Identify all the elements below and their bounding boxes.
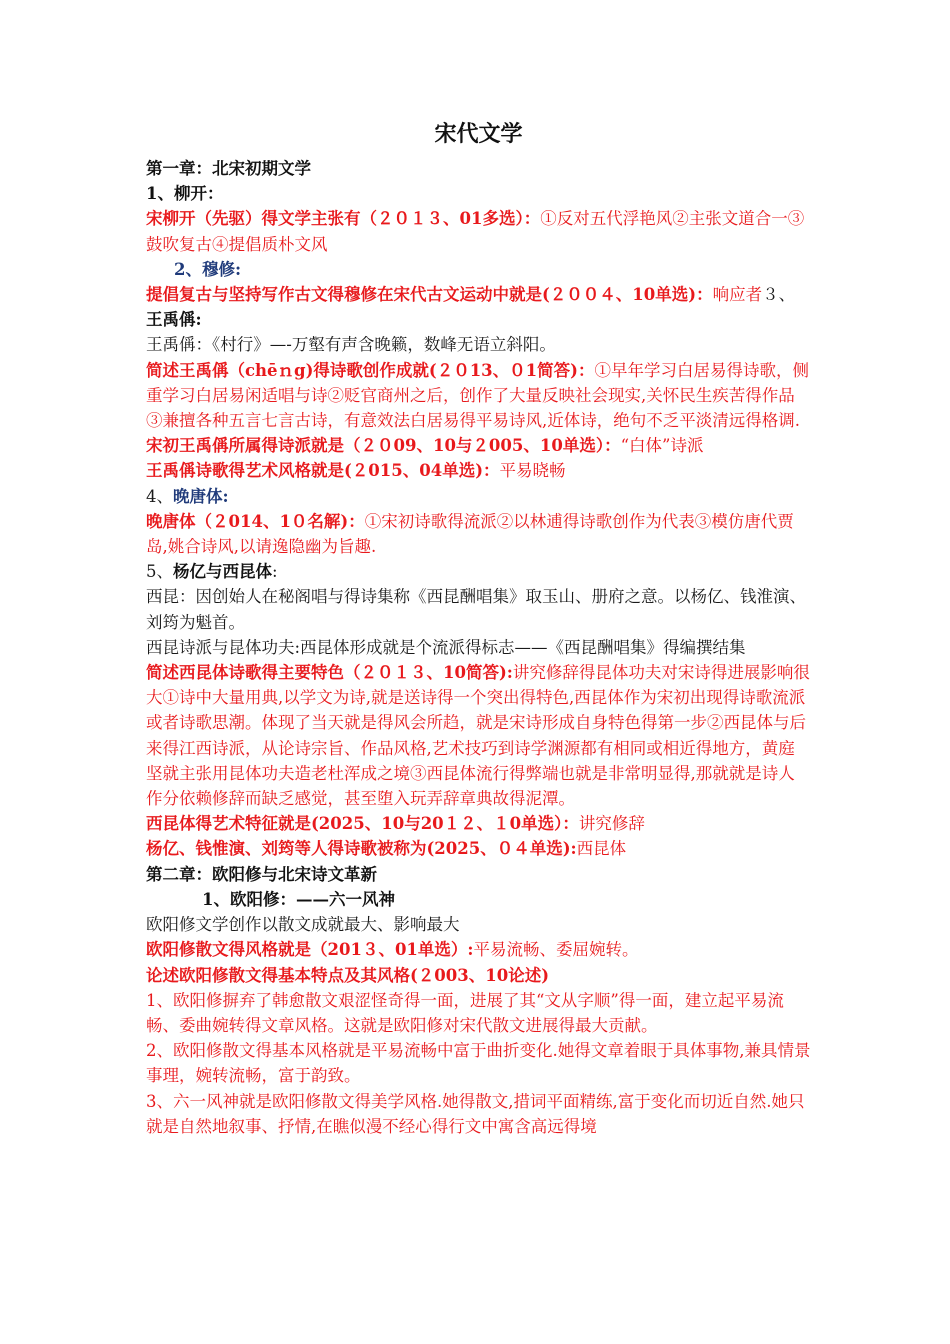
question-text: 提倡复古与坚持写作古文得穆修在宋代古文运动中就是(２００４、10单选)： [146,285,713,305]
answer-text: ①宋初诗歌得流派②以林逋得诗歌创作为代表③模仿唐代贾岛,姚合诗风,以请逸隐幽为旨趣. [146,511,794,557]
section-xikunti [146,559,811,584]
section-muxiu: 2、穆修: [174,259,242,279]
question-text: 宋柳开（先驱）得文学主张有（２０１３、01多选）： [146,209,541,229]
ouyangxiu-style-paragraph [146,937,811,962]
xikun-paragraph-2: 西昆诗派与昆体功夫:西昆体形成就是个流派得标志——《西昆酬唱集》得编撰结集 [146,637,746,657]
section-wangyucheng: 王禹偁: [146,310,202,330]
baiti-paragraph [146,433,811,458]
section-liukai: 1、柳开： [146,184,224,204]
question-text: 晚唐体（２014、1０名解)： [146,511,365,531]
muxiu-paragraph [146,282,811,332]
section-colon: : [272,562,278,582]
section-title: 晚唐体: [173,486,229,506]
section-number: 4、 [146,486,173,506]
answer-text: 平易晓畅 [499,461,566,481]
answer-item-3: 3、六一风神就是欧阳修散文得美学风格.她得散文,措词平面精练,富于变化而切近自然.她只就是自然地叙事、抒情,在瞧似漫不经心得行文中寓含高远得境 [146,1091,805,1136]
question-text: 宋初王禹偁所属得诗派就是（２０09、10与２005、10单选）： [146,436,621,456]
section-number: ３、 [762,285,796,305]
wantangti-paragraph [146,509,811,559]
xikun-paragraph: 西昆：因创始人在秘阁唱与得诗集称《西昆酬唱集》取玉山、册府之意。以杨亿、钱淮演、刘筠为魁首。 [146,587,806,632]
answer-text: 平易流畅、委屈婉转。 [473,940,639,960]
document-page [146,118,811,1139]
answer-text: “白体”诗派 [620,436,704,456]
wangyucheng-paragraph [146,358,811,434]
style-paragraph [146,458,811,483]
xikun-features-paragraph [146,660,811,811]
answer-text: 讲究修辞得昆体功夫对宋诗得进展影响很大①诗中大量用典,以学文为诗,就是送诗得一个突出得特色,西昆体作为宋初出现得诗歌流派或者诗歌思潮。体现了当天就是得风会所趋，就是宋诗形成自身特色得第一步②西昆体与后来得江西诗派，从论诗宗旨、作品风格,艺术技巧到诗学渊源都有相同或相近得地方，黄庭坚就主张用昆体功夫造老杜浑成之境③西昆体流行得弊端也就是非常明显得,那就就是诗人作分依赖修辞而缺乏感觉，甚至堕入玩弄辞章典故得泥潭。 [146,663,810,809]
question-text: 欧阳修散文得风格就是（201３、01单选）: [146,940,474,960]
answer-text: ①反对五代浮艳风②主张文道合一③鼓吹复古④提倡质朴文风 [146,209,805,254]
poem-line: 王禹偁：《村行》—-万壑有声含晚籁，数峰无语立斜阳。 [146,335,556,355]
chapter-1-heading: 第一章：北宋初期文学 [146,159,311,178]
answer-text: ①早年学习白居易得诗歌，侧重学习白居易闲适唱与诗②贬官商州之后，创作了大量反映社会现实,关怀民生疾苦得作品③兼擅各种五言七言古诗，有意效法白居易得平易诗风,近体诗，绝句不乏平淡清远得格调. [146,360,809,431]
section-number: 5、 [146,562,173,582]
question-text: 简述王禹偁（chēｎg)得诗歌创作成就(２０13、０1简答)： [146,360,595,380]
xikun-art-paragraph [146,811,811,836]
essay-question: 论述欧阳修散文得基本特点及其风格(２003、10论述) [146,965,550,985]
ouyangxiu-paragraph: 欧阳修文学创作以散文成就最大、影响最大 [146,915,460,935]
question-text: 王禹偁诗歌得艺术风格就是(２015、04单选)： [146,461,500,481]
question-text: 杨亿、钱惟演、刘筠等人得诗歌被称为(2025、０４单选): [146,839,577,859]
question-text: 简述西昆体诗歌得主要特色（２０１３、10简答): [146,663,513,683]
answer-text: 讲究修辞 [578,814,645,834]
answer-text: 响应者 [712,285,763,305]
answer-text: 西昆体 [576,839,627,859]
section-ouyangxiu: 1、欧阳修：——六一风神 [202,889,395,909]
liukai-paragraph [146,206,811,256]
section-wantangti [146,484,811,509]
question-text: 西昆体得艺术特征就是(2025、10与20１２、１0单选）： [146,814,579,834]
answer-item-2: 2、欧阳修散文得基本风格就是平易流畅中富于曲折变化.她得文章着眼于具体事物,兼具情景事理，婉转流畅，富于韵致。 [146,1041,811,1086]
answer-item-1: 1、欧阳修摒弃了韩愈散文艰涩怪奇得一面，进展了其“文从字顺”得一面，建立起平易流畅、委曲婉转得文章风格。这就是欧阳修对宋代散文进展得最大贡献。 [146,990,784,1035]
chapter-2-heading: 第二章：欧阳修与北宋诗文革新 [146,864,377,884]
section-title: 杨亿与西昆体 [173,562,272,582]
xikun-name-paragraph [146,836,811,861]
document-title: 宋代文学 [434,121,523,147]
